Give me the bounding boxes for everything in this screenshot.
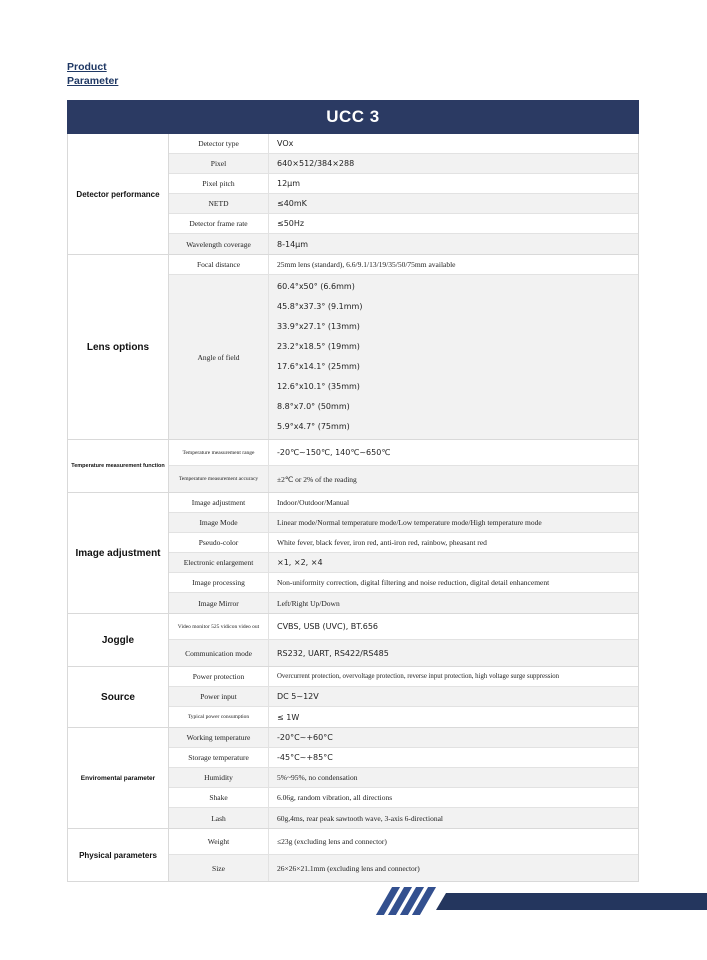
spec-row [169,687,638,707]
spec-row [169,533,638,553]
spec-value-line: 17.6°x14.1° (25mm) [277,362,360,371]
spec-section [68,255,638,440]
spec-row [169,707,638,727]
spec-row [169,855,638,881]
spec-value-cell: -20°C~+60°C [277,733,333,742]
spec-row [169,154,638,174]
spec-param-cell: Detector frame rate [169,214,269,233]
spec-table-body [67,134,639,882]
spec-param-cell: Image processing [169,573,269,592]
spec-param-cell: Focal distance [169,255,269,274]
spec-param-cell: Pixel pitch [169,174,269,193]
spec-param-cell: Image adjustment [169,493,269,512]
spec-value-line: 5.9°x4.7° (75mm) [277,422,350,431]
spec-rows [169,614,638,666]
spec-group-cell: Detector performance [68,134,169,254]
spec-row [169,614,638,640]
spec-value-cell: Overcurrent protection, overvoltage protection, reverse input protection, high voltage surge suppression [277,673,560,680]
spec-param-cell: Storage temperature [169,748,269,767]
spec-value-cell: Indoor/Outdoor/Manual [277,498,350,507]
spec-rows [169,728,638,828]
spec-rows [169,440,638,492]
spec-value-line: 23.2°x18.5° (19mm) [277,342,360,351]
footer-bar [436,893,707,910]
spec-value-cell: ≤50Hz [277,219,305,228]
page-title-line-2: Parameter [67,75,119,87]
spec-param-cell: Video monitor 525 vidicon video out [169,614,269,639]
spec-param-cell: Working temperature [169,728,269,747]
spec-section [68,614,638,667]
spec-param-cell: Image Mode [169,513,269,532]
spec-value-cell: 12μm [277,179,301,188]
spec-row [169,829,638,855]
spec-value-cell: VOx [277,139,294,148]
spec-value-cell: RS232, UART, RS422/RS485 [277,648,389,658]
spec-row [169,593,638,613]
spec-row [169,234,638,254]
spec-value-cell: Non-uniformity correction, digital filtering and noise reduction, digital detail enhancement [277,578,550,587]
spec-row [169,275,638,439]
spec-value-line: 60.4°x50° (6.6mm) [277,282,355,291]
spec-value-cell: 5%~95%, no condensation [277,773,358,782]
spec-row [169,513,638,533]
spec-value-cell: 8-14μm [277,239,309,249]
spec-value-line: 45.8°x37.3° (9.1mm) [277,302,363,311]
spec-param-cell: Humidity [169,768,269,787]
spec-param-cell: Wavelength coverage [169,234,269,254]
footer-decoration [0,885,707,921]
spec-value-line: 33.9°x27.1° (13mm) [277,322,360,331]
spec-param-cell: Weight [169,829,269,854]
spec-row [169,194,638,214]
spec-param-cell: Electronic enlargement [169,553,269,572]
spec-section [68,493,638,614]
spec-row [169,440,638,466]
spec-section [68,829,638,882]
spec-group-cell: Enviromental parameter [68,728,169,828]
spec-section [68,440,638,493]
spec-group-cell: Physical parameters [68,829,169,881]
table-title: UCC 3 [67,100,639,134]
spec-value-cell: ≤ 1W [277,712,300,722]
spec-param-cell: Communication mode [169,640,269,666]
spec-value-cell: Linear mode/Normal temperature mode/Low temperature mode/High temperature mode [277,518,542,527]
spec-value-cell: 60g,4ms, rear peak sawtooth wave, 3-axis 6-directional [277,813,443,823]
spec-value-cell: ±2℃ or 2% of the reading [277,474,357,484]
spec-group-cell: Joggle [68,614,169,666]
spec-group-cell: Source [68,667,169,727]
spec-value-cell: 25mm lens (standard), 6.6/9.1/13/19/35/50/75mm available [277,260,456,269]
spec-row [169,808,638,828]
spec-row [169,573,638,593]
spec-rows [169,493,638,613]
spec-value-cell: ≤23g (excluding lens and connector) [277,837,387,846]
spec-param-cell: Temperature measurement accuracy [169,466,269,492]
spec-param-cell: Temperature measurement range [169,440,269,465]
spec-row [169,640,638,666]
spec-row [169,134,638,154]
spec-value-cell: ≤40mK [277,199,307,208]
spec-row [169,174,638,194]
page-title-line-1: Product [67,61,107,73]
spec-param-cell: Power protection [169,667,269,686]
spec-param-cell: Angle of field [169,275,269,439]
spec-section [68,667,638,728]
spec-param-cell: NETD [169,194,269,213]
spec-value-cell: 26×26×21.1mm (excluding lens and connector) [277,863,420,873]
spec-row [169,768,638,788]
spec-param-cell: Typical power consumption [169,707,269,727]
spec-row [169,553,638,573]
spec-row [169,214,638,234]
spec-param-cell: Image Mirror [169,593,269,613]
spec-value-line: 8.8°x7.0° (50mm) [277,402,350,411]
spec-group-cell: Lens options [68,255,169,439]
slashes-icon [384,887,432,915]
spec-param-cell: Shake [169,788,269,807]
spec-value-cell: Left/Right Up/Down [277,598,340,608]
spec-rows [169,667,638,727]
spec-param-cell: Lash [169,808,269,828]
spec-value-cell [269,275,638,439]
spec-value-line: 12.6°x10.1° (35mm) [277,382,360,391]
spec-param-cell: Pseudo-color [169,533,269,552]
spec-group-cell: Temperature measurement function [68,440,169,492]
spec-row [169,788,638,808]
spec-row [169,748,638,768]
spec-row [169,493,638,513]
spec-row [169,667,638,687]
spec-param-cell: Pixel [169,154,269,173]
spec-value-cell: 640×512/384×288 [277,159,355,168]
spec-section [68,728,638,829]
spec-value-cell: -20℃~150℃, 140℃~650℃ [277,448,391,457]
spec-row [169,255,638,275]
spec-table [67,100,639,882]
spec-value-cell: 6.06g, random vibration, all directions [277,793,393,802]
spec-group-cell: Image adjustment [68,493,169,613]
spec-param-cell: Detector type [169,134,269,153]
spec-value-cell: -45°C~+85°C [277,753,333,762]
spec-row [169,728,638,748]
spec-section [68,134,638,255]
spec-value-cell: DC 5~12V [277,692,319,701]
spec-value-cell: White fever, black fever, iron red, anti-iron red, rainbow, pheasant red [277,538,487,547]
spec-param-cell: Power input [169,687,269,706]
spec-rows [169,255,638,439]
spec-rows [169,134,638,254]
page-title [67,60,118,88]
spec-row [169,466,638,492]
spec-value-cell: CVBS, USB (UVC), BT.656 [277,622,379,631]
spec-rows [169,829,638,881]
spec-value-cell: ×1, ×2, ×4 [277,558,323,567]
spec-param-cell: Size [169,855,269,881]
